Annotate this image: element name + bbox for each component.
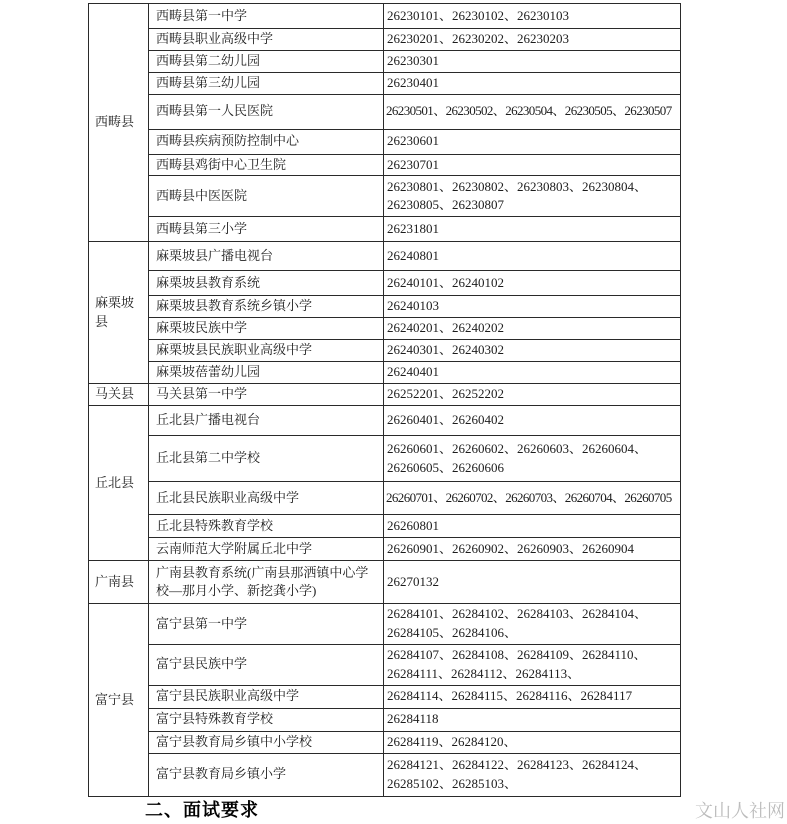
- table-row: [89, 708, 681, 731]
- codes-cell: 26230601: [384, 129, 681, 154]
- codes-cell: 26240201、26240202: [384, 318, 681, 340]
- table-row: [89, 515, 681, 538]
- institution-cell: 马关县第一中学: [149, 384, 384, 406]
- table-row: [89, 604, 681, 645]
- codes-cell: 26284118: [384, 708, 681, 731]
- site-watermark: 文山人社网: [695, 801, 785, 821]
- institution-cell: 富宁县民族职业高级中学: [149, 685, 384, 708]
- codes-cell: 26240103: [384, 296, 681, 318]
- table-row: [89, 685, 681, 708]
- table-row: [89, 645, 681, 686]
- table-row: [89, 154, 681, 176]
- codes-cell: 26260701、26260702、26260703、26260704、26260705: [384, 482, 681, 515]
- institution-cell: 西畴县职业高级中学: [149, 29, 384, 51]
- institution-cell: 丘北县民族职业高级中学: [149, 482, 384, 515]
- codes-cell: 26284114、26284115、26284116、26284117: [384, 685, 681, 708]
- table-row: [89, 296, 681, 318]
- table-row: [89, 129, 681, 154]
- institution-cell: 富宁县特殊教育学校: [149, 708, 384, 731]
- institution-cell: 西畴县中医医院: [149, 176, 384, 217]
- codes-cell: 26230701: [384, 154, 681, 176]
- codes-cell: 26231801: [384, 217, 681, 242]
- table-row: [89, 731, 681, 753]
- county-cell: 麻栗坡县: [89, 242, 149, 384]
- codes-cell: 26260801: [384, 515, 681, 538]
- institution-cell: 广南县教育系统(广南县那洒镇中心学校—那月小学、新挖龚小学): [149, 561, 384, 604]
- institution-cell: 麻栗坡县教育系统: [149, 271, 384, 296]
- institution-cell: 丘北县第二中学校: [149, 436, 384, 482]
- table-row: [89, 436, 681, 482]
- codes-cell: 26240401: [384, 362, 681, 384]
- table-row: [89, 340, 681, 362]
- table-row: [89, 384, 681, 406]
- institution-cell: 西畴县第三幼儿园: [149, 72, 384, 94]
- institution-cell: 丘北县特殊教育学校: [149, 515, 384, 538]
- institution-cell: 西畴县第一中学: [149, 4, 384, 29]
- table-row: [89, 482, 681, 515]
- section-heading: 二、面试要求: [145, 800, 259, 820]
- table-row: [89, 362, 681, 384]
- codes-cell: 26230801、26230802、26230803、26230804、26230805、26230807: [384, 176, 681, 217]
- table-row: [89, 4, 681, 29]
- codes-cell: 26260601、26260602、26260603、26260604、26260605、26260606: [384, 436, 681, 482]
- table-row: [89, 50, 681, 72]
- table-row: [89, 176, 681, 217]
- codes-cell: 26230401: [384, 72, 681, 94]
- table-row: [89, 271, 681, 296]
- institution-cell: 西畴县第二幼儿园: [149, 50, 384, 72]
- institution-cell: 丘北县广播电视台: [149, 406, 384, 436]
- codes-cell: 26284101、26284102、26284103、26284104、26284105、26284106、: [384, 604, 681, 645]
- codes-cell: 26230501、26230502、26230504、26230505、26230507: [384, 94, 681, 129]
- institution-cell: 麻栗坡县民族职业高级中学: [149, 340, 384, 362]
- table-row: [89, 29, 681, 51]
- institution-cell: 富宁县教育局乡镇中小学校: [149, 731, 384, 753]
- codes-cell: 26230301: [384, 50, 681, 72]
- codes-cell: 26284121、26284122、26284123、26284124、26285102、26285103、: [384, 753, 681, 796]
- codes-cell: 26260901、26260902、26260903、26260904: [384, 538, 681, 561]
- codes-cell: 26284119、26284120、: [384, 731, 681, 753]
- institution-cell: 富宁县民族中学: [149, 645, 384, 686]
- county-cell: 马关县: [89, 384, 149, 406]
- table-row: [89, 538, 681, 561]
- table-row: [89, 406, 681, 436]
- table-row: [89, 561, 681, 604]
- institution-cell: 富宁县第一中学: [149, 604, 384, 645]
- codes-cell: 26252201、26252202: [384, 384, 681, 406]
- codes-cell: 26230101、26230102、26230103: [384, 4, 681, 29]
- codes-cell: 26230201、26230202、26230203: [384, 29, 681, 51]
- county-cell: 丘北县: [89, 406, 149, 561]
- table-row: [89, 318, 681, 340]
- institution-cell: 西畴县鸡街中心卫生院: [149, 154, 384, 176]
- table-row: [89, 753, 681, 796]
- table-row: [89, 217, 681, 242]
- institution-cell: 麻栗坡县教育系统乡镇小学: [149, 296, 384, 318]
- codes-cell: 26240301、26240302: [384, 340, 681, 362]
- codes-cell: 26270132: [384, 561, 681, 604]
- county-cell: 富宁县: [89, 604, 149, 796]
- codes-cell: 26240101、26240102: [384, 271, 681, 296]
- county-cell: 广南县: [89, 561, 149, 604]
- institution-code-table: [88, 3, 681, 797]
- institution-cell: 麻栗坡民族中学: [149, 318, 384, 340]
- county-cell: 西畴县: [89, 4, 149, 242]
- institution-cell: 麻栗坡蓓蕾幼儿园: [149, 362, 384, 384]
- codes-cell: 26260401、26260402: [384, 406, 681, 436]
- codes-cell: 26284107、26284108、26284109、26284110、26284111、26284112、26284113、: [384, 645, 681, 686]
- institution-cell: 西畴县第一人民医院: [149, 94, 384, 129]
- institution-cell: 云南师范大学附属丘北中学: [149, 538, 384, 561]
- institution-cell: 富宁县教育局乡镇小学: [149, 753, 384, 796]
- codes-cell: 26240801: [384, 242, 681, 271]
- table-row: [89, 94, 681, 129]
- institution-cell: 西畴县第三小学: [149, 217, 384, 242]
- table-row: [89, 72, 681, 94]
- table-row: [89, 242, 681, 271]
- institution-cell: 西畴县疾病预防控制中心: [149, 129, 384, 154]
- institution-cell: 麻栗坡县广播电视台: [149, 242, 384, 271]
